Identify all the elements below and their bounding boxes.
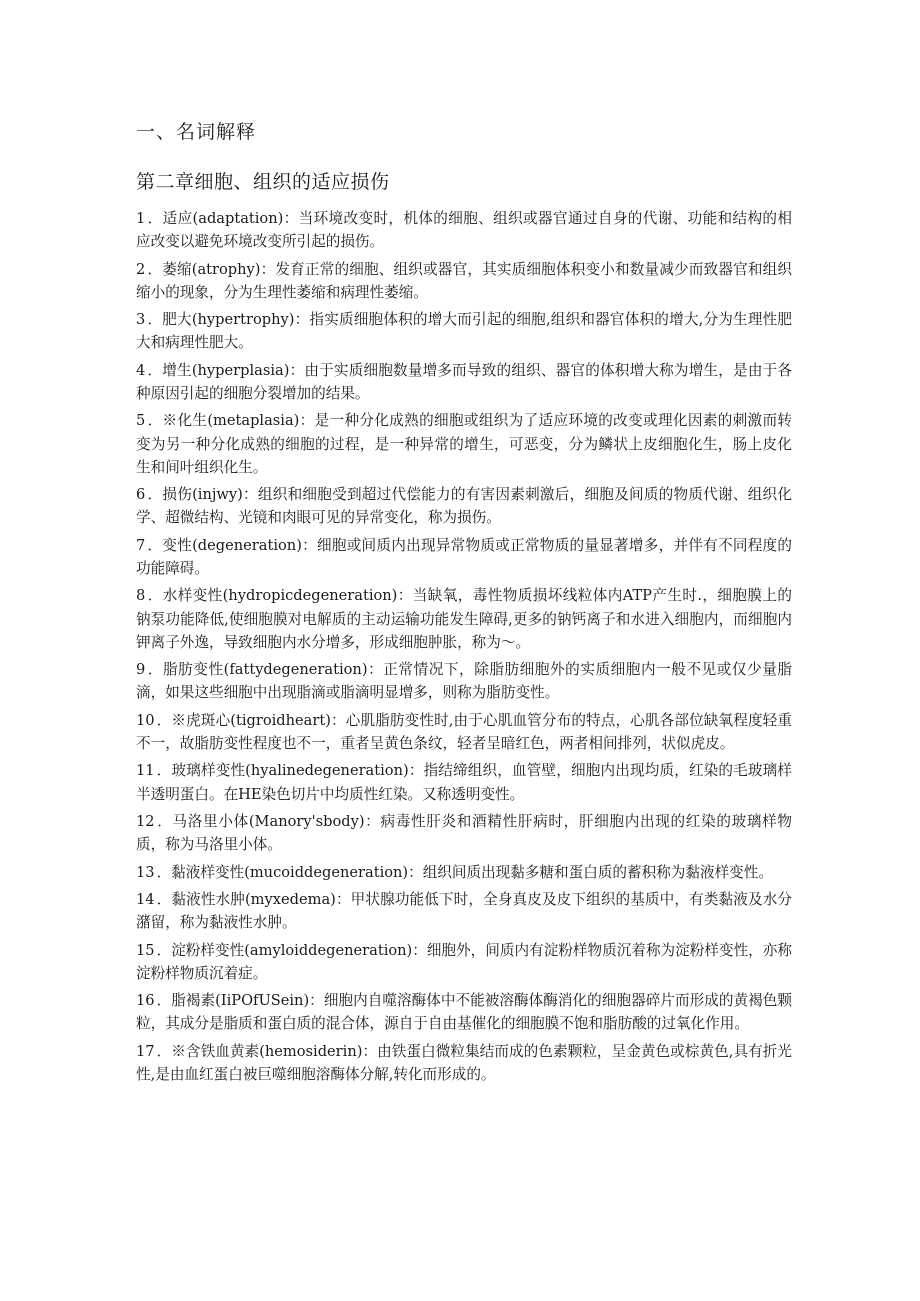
entry-number: 5 [136,412,146,430]
entry-text: ．脂褐素(IiPOfUSein)：细胞内自噬溶酶体中不能被溶酶体酶消化的细胞器碎片而形成的黄褐色颗粒，其成分是脂质和蛋白质的混合体，源自于自由基催化的细胞膜不饱和脂肪酸的过氧化作用。 [136,992,792,1033]
entry-text: ．马洛里小体(Manory'sbody)：病毒性肝炎和酒精性肝病时，肝细胞内出现的红染的玻璃样物质，称为马洛里小体。 [136,812,792,854]
entry-number: 16 [136,992,155,1010]
definition-entry [136,989,792,1035]
entry-number: 12 [136,812,155,830]
entry-text: ．损伤(injwy)：组织和细胞受到超过代偿能力的有害因素刺激后，细胞及间质的物质代谢、组织化学、超微结构、光镜和肉眼可见的异常变化，称为损伤。 [136,486,792,527]
entry-text: ．萎缩(atrophy)：发育正常的细胞、组织或器官，其实质细胞体积变小和数量减少而致器官和组织缩小的现象，分为生理性萎缩和病理性萎缩。 [136,260,792,301]
entry-number: 6 [136,486,146,504]
entry-number: 11 [136,762,155,780]
entry-number: 1 [136,210,146,227]
entry-text: ．肥大(hypertrophy)：指实质细胞体积的增大而引起的细胞,组织和器官体积的增大,分为生理性肥大和病理性肥大。 [136,311,792,352]
entry-number: 8 [136,587,146,605]
entry-text: ．适应(adaptation)：当环境改变时，机体的细胞、组织或器官通过自身的代谢、功能和结构的相应改变以避免环境改变所引起的损伤。 [136,210,792,251]
chapter-title: 第二章细胞、组织的适应损伤 [136,171,390,193]
definition-entry [136,483,792,529]
definition-entry [136,534,792,580]
entry-number: 3 [136,311,146,329]
entry-text: ．※虎斑心(tigroidheart)：心肌脂肪变性时,由于心肌血管分布的特点，心肌各部位缺氧程度轻重不一，故脂肪变性程度也不一，重者呈黄色条纹，轻者呈暗红色，两者相间排列，状似虎皮。 [136,711,792,752]
entry-text: ．※化生(metaplasia)：是一种分化成熟的细胞或组织为了适应环境的改变或理化因素的刺激而转变为另一种分化成熟的细胞的过程，是一种异常的增生，可恶变，分为鳞状上皮细胞化生，肠上皮化生和间叶组织化生。 [136,412,792,476]
entry-number: 14 [136,890,155,908]
entry-text: ．黏液样变性(mucoiddegeneration)：组织间质出现黏多糖和蛋白质的蓄积称为黏液样变性。 [156,863,773,881]
section-title: 一、名词解释 [136,121,257,143]
definition-entry [136,810,792,856]
definition-entry [136,658,792,704]
document-page [136,118,792,1090]
entry-text: ．黏液性水肿(myxedema)：甲状腺功能低下时，全身真皮及皮下组织的基质中，有类黏液及水分潴留，称为黏液性水肿。 [136,890,792,932]
definition-entry [136,258,792,304]
definition-entry [136,359,792,405]
definition-entry [136,759,792,805]
entry-number: 2 [136,260,146,278]
definition-entry [136,409,792,479]
definition-entry [136,861,792,884]
entry-text: ．水样变性(hydropicdegeneration)：当缺氧，毒性物质损坏线粒体内ATP产生时.，细胞膜上的钠泵功能降低,使细胞膜对电解质的主动运输功能发生障碍,更多的钠钙离子和水进入细胞内，而细胞内钾离子外逸，导致细胞内水分增多，形成细胞肿胀，称为～。 [136,587,792,651]
entry-text: ．变性(degeneration)：细胞或间质内出现异常物质或正常物质的量显著增多，并伴有不同程度的功能障碍。 [136,536,792,577]
definition-entry [136,709,792,755]
entry-number: 4 [136,361,146,379]
entry-number: 17 [136,1042,155,1060]
entry-number: 13 [136,863,155,881]
definition-entry [136,1040,792,1086]
entry-text: ．玻璃样变性(hyalinedegeneration)：指结缔组织，血管壁，细胞内出现均质，红染的毛玻璃样半透明蛋白。在HE染色切片中均质性红染。又称透明变性。 [136,762,792,803]
definition-list [136,207,792,1086]
definition-entry [136,584,792,654]
entry-number: 10 [136,711,155,729]
entry-text: ．脂肪变性(fattydegeneration)：正常情况下，除脂肪细胞外的实质细胞内一般不见或仅少量脂滴，如果这些细胞中出现脂滴或脂滴明显增多，则称为脂肪变性。 [136,661,792,702]
definition-entry [136,207,792,253]
definition-entry [136,308,792,354]
definition-entry [136,939,792,985]
entry-number: 15 [136,941,155,959]
definition-entry [136,888,792,934]
entry-text: ．※含铁血黄素(hemosiderin)：由铁蛋白微粒集结而成的色素颗粒，呈金黄色或棕黄色,具有折光性,是由血红蛋白被巨噬细胞溶酶体分解,转化而形成的。 [136,1042,792,1083]
entry-text: ．淀粉样变性(amyloiddegeneration)：细胞外，间质内有淀粉样物质沉着称为淀粉样变性，亦称淀粉样物质沉着症。 [136,941,792,982]
entry-number: 9 [136,661,146,679]
entry-number: 7 [136,536,146,554]
entry-text: ．增生(hyperplasia)：由于实质细胞数量增多而导致的组织、器官的体积增大称为增生，是由于各种原因引起的细胞分裂增加的结果。 [136,361,792,402]
